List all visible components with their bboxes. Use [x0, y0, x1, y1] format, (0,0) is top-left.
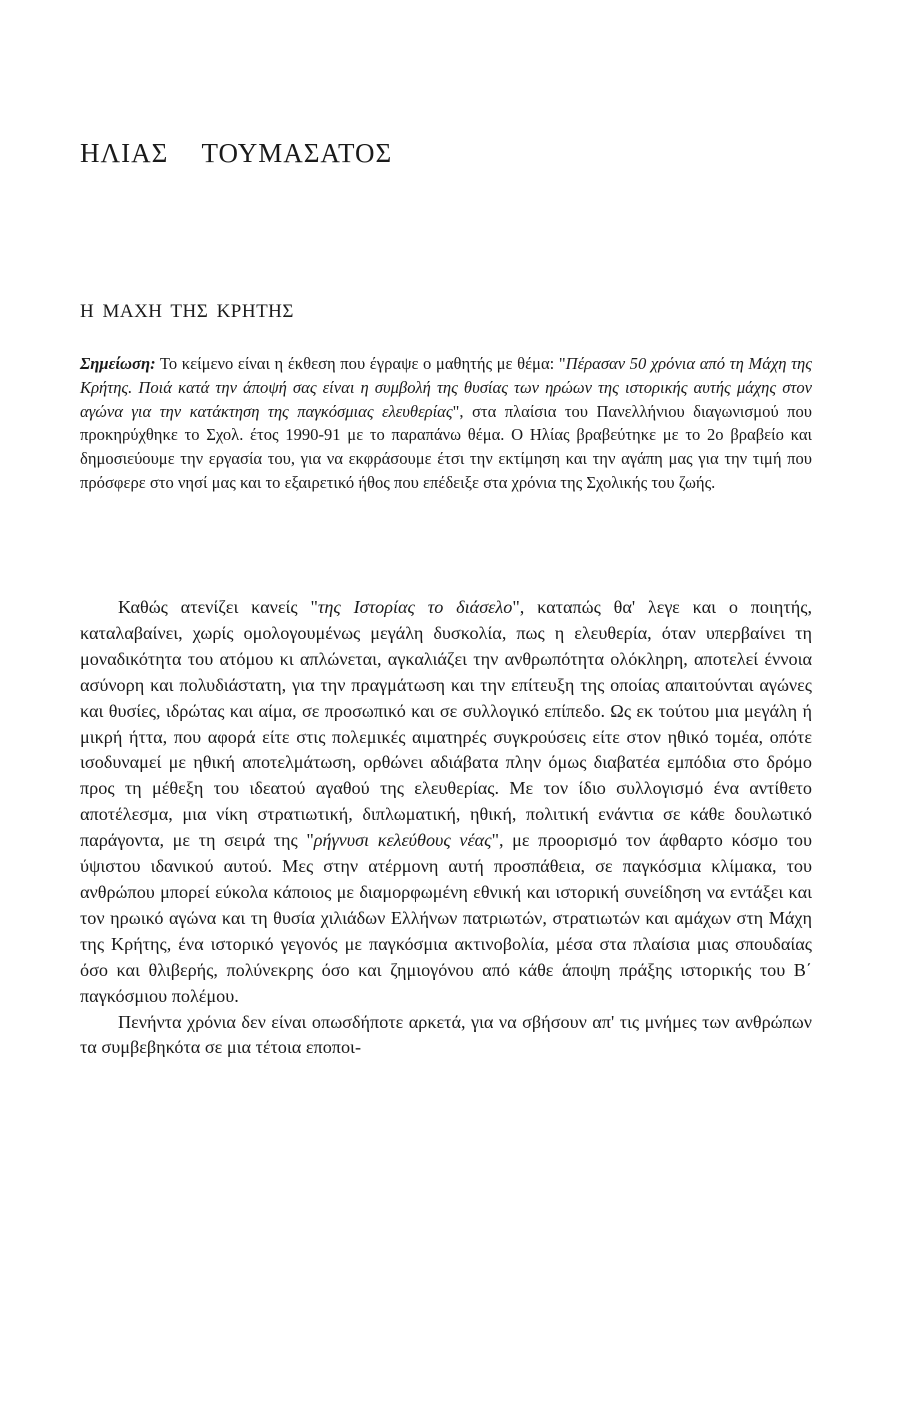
quote-new-paths: ρήγνυσι κελεύθους νέας [313, 830, 492, 851]
essay-body [80, 595, 812, 1061]
essay-title: Η ΜΑΧΗ ΤΗΣ ΚΡΗΤΗΣ [80, 301, 294, 322]
paragraph-1-part-b: ", καταπώς θα' λεγε και ο ποιητής, καταλαβαίνει, χωρίς ομολογουμένως μεγάλη δυσκολία, πως η ελευθερία, όταν υπερβαίνει τη μοναδικότητα του ατόμου κι απλώνεται, αγκαλιάζει την ανθρωπότητα ολόκληρη, αποτελεί έννοια ασύνορη και πολυδιάστατη, για την πραγμάτωση και την επίτευξη της οποίας απαιτούνται αγώνες και θυσίες, ιδρώτας και αίμα, σε προσωπικό και σε συλλογικό επίπεδο. Ως εκ τούτου μια μεγάλη ή μικρή ήττα, που αφορά είτε στις πολεμικές αιματηρές συγκρούσεις είτε στον ηθικό τομέα, οπότε ισοδυναμεί με ηθική αποτελμάτωση, ορθώνει αδιάβατα πλην όμως διαβατέα εμπόδια στο δρόμο προς τη μέθεξη του ιδεατού αγαθού της ελευθερίας. Με τον ίδιο συλλογισμό ένα αντίθετο αποτέλεσμα, μια νίκη στρατιωτική, διπλωματική, ηθική, πολιτική ενάντια σε κάθε δουλωτικό παράγοντα, με τη σειρά της " [80, 597, 812, 851]
author-name: ΗΛΙΑΣ ΤΟΥΜΑΣΑΤΟΣ [80, 138, 393, 168]
paragraph-1 [80, 595, 812, 1010]
paragraph-1-part-a: Καθώς ατενίζει κανείς " [118, 597, 318, 617]
note-text-intro: Το κείμενο είναι η έκθεση που έγραψε ο μαθητής με θέμα: " [155, 354, 566, 373]
quote-history-pass: της Ιστορίας το διάσελο [317, 597, 513, 617]
note-label: Σημείωση: [80, 354, 156, 373]
note-topic-italic: Πέρασαν 50 χρόνια από τη Μάχη της Κρήτης. Ποιά κατά την άποψή σας είναι η συμβολή της θυσίας των ηρώων της ιστορικής αυτής μάχης στον αγώνα για την κατάκτηση της παγκόσμιας ελευθερίας [80, 354, 812, 421]
paragraph-1-part-c: ", με προορισμό τον άφθαρτο κόσμο του ύψιστου ιδανικού αυτού. Μες στην ατέρμονη αυτή προσπάθεια, σε παγκόσμια κλίμακα, του ανθρώπου μπορεί εύκολα κάποιος με διαμορφωμένη εθνική και ιστορική συνείδηση να εντάξει και τον ηρωικό αγώνα και τη θυσία χιλιάδων Ελλήνων πατριωτών, στρατιωτών και αμάχων στη Μάχη της Κρήτης, ένα ιστορικό γεγονός με παγκόσμια ακτινοβολία, μέσα στα πλαίσια μιας σπουδαίας όσο και θλιβερής, πολύνεκρης όσο και ζημιογόνου από κάθε άποψη πράξης ιστορικής του Β΄ παγκόσμιου πολέμου. [80, 830, 812, 1006]
editorial-note [80, 352, 812, 495]
note-text-rest: ", στα πλαίσια του Πανελλήνιου διαγωνισμού που προκηρύχθηκε το Σχολ. έτος 1990-91 με το παραπάνω θέμα. Ο Ηλίας βραβεύτηκε με το 2ο βραβείο και δημοσιεύουμε την εργασία του, για να εκφράσουμε έτσι την εκτίμηση και την αγάπη μας για την τιμή που πρόσφερε στο νησί μας και το εξαιρετικό ήθος που επέδειξε στα χρόνια της Σχολικής του ζωής. [80, 401, 813, 492]
paragraph-2: Πενήντα χρόνια δεν είναι οπωσδήποτε αρκετά, για να σβήσουν απ' τις μνήμες των ανθρώπων τα συμβεβηκότα σε μια τέτοια εποποι- [80, 1011, 812, 1058]
